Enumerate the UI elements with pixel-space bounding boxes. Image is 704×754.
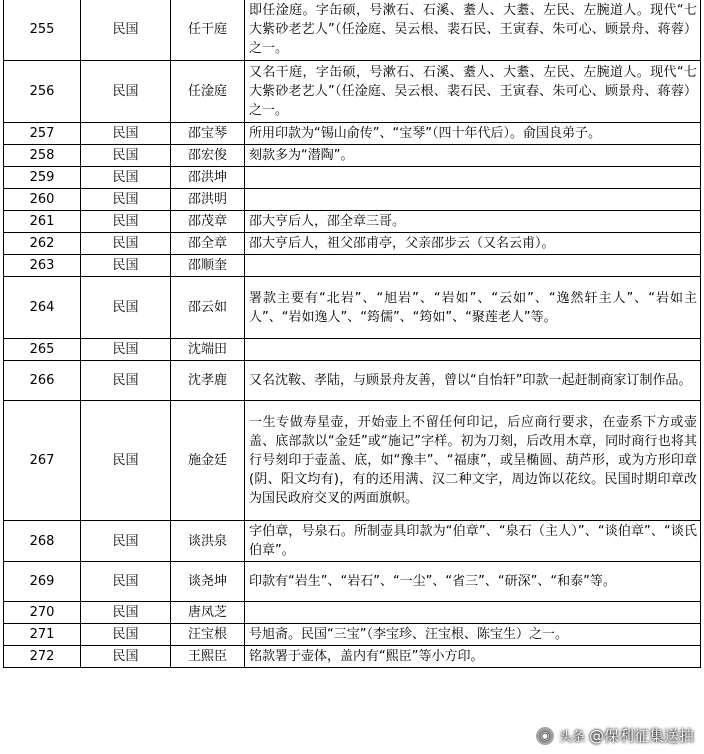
era-cell: 民国 <box>81 0 171 61</box>
note-cell <box>245 255 701 277</box>
table-row <box>4 145 701 167</box>
era-cell: 民国 <box>81 339 171 361</box>
row-number-cell: 264 <box>4 277 81 339</box>
era-cell: 民国 <box>81 521 171 562</box>
table-row <box>4 255 701 277</box>
row-number-cell: 270 <box>4 602 81 624</box>
artist-name-cell: 王熙臣 <box>171 646 245 668</box>
note-cell: 即任淦庭。字缶硕，号漱石、石溪、耋人、大耋、左民、左腕道人。现代“七大紫砂老艺人”（任淦庭、吴云根、裴石民、王寅春、朱可心、顾景舟、蒋蓉）之一。 <box>245 0 701 61</box>
note-cell: 邵大亨后人，祖父邵甫亭，父亲邵步云（又名云甫）。 <box>245 233 701 255</box>
note-cell: 邵大亨后人，邵全章三哥。 <box>245 211 701 233</box>
row-number-cell: 256 <box>4 61 81 123</box>
table-row <box>4 189 701 211</box>
row-number-cell: 262 <box>4 233 81 255</box>
era-cell: 民国 <box>81 602 171 624</box>
row-number-cell: 268 <box>4 521 81 562</box>
era-cell: 民国 <box>81 211 171 233</box>
row-number-cell: 259 <box>4 167 81 189</box>
table-row <box>4 211 701 233</box>
table-row <box>4 521 701 562</box>
artist-name-cell: 邵宏俊 <box>171 145 245 167</box>
artist-name-cell: 谈洪泉 <box>171 521 245 562</box>
note-cell <box>245 189 701 211</box>
era-cell: 民国 <box>81 61 171 123</box>
row-number-cell: 263 <box>4 255 81 277</box>
table-row <box>4 0 701 61</box>
table-row <box>4 624 701 646</box>
row-number-cell: 272 <box>4 646 81 668</box>
table-row <box>4 167 701 189</box>
artist-name-cell: 邵洪明 <box>171 189 245 211</box>
note-cell: 又名沈鞍、孝陆，与顾景舟友善，曾以“自怡轩”印款一起赶制商家订制作品。 <box>245 361 701 401</box>
note-cell <box>245 167 701 189</box>
artist-name-cell: 任淦庭 <box>171 61 245 123</box>
artist-name-cell: 唐凤芝 <box>171 602 245 624</box>
watermark <box>535 725 694 746</box>
artist-name-cell: 谈尧坤 <box>171 562 245 602</box>
artist-name-cell: 沈孝鹿 <box>171 361 245 401</box>
artist-name-cell: 沈端田 <box>171 339 245 361</box>
note-cell: 号旭斋。民国“三宝”（李宝珍、汪宝根、陈宝生）之一。 <box>245 624 701 646</box>
era-cell: 民国 <box>81 277 171 339</box>
era-cell: 民国 <box>81 562 171 602</box>
era-cell: 民国 <box>81 189 171 211</box>
table-row <box>4 339 701 361</box>
note-cell: 刻款多为“潜陶”。 <box>245 145 701 167</box>
row-number-cell: 267 <box>4 401 81 521</box>
table-row <box>4 123 701 145</box>
note-cell: 印款有“岩生”、“岩石”、“一尘”、“省三”、“研深”、“和泰”等。 <box>245 562 701 602</box>
table-row <box>4 61 701 123</box>
note-cell: 一生专做寿星壶，开始壶上不留任何印记，后应商行要求，在壶系下方或壶盖、底部款以“金廷”或“施记”字样。初为刀刻，后改用木章，同时商行也将其行号刻印于壶盖、底，如“豫丰”、“福康”，或呈椭圆、葫芦形，或为方形印章(阴、阳文均有)，有的还用满、汉二种文字，周边饰以花纹。民国时期印章改为国民政府交叉的两面旗帜。 <box>245 401 701 521</box>
row-number-cell: 258 <box>4 145 81 167</box>
artist-table <box>3 0 701 668</box>
note-cell: 所用印款为“锡山俞传”、“宝琴”（四十年代后）。俞国良弟子。 <box>245 123 701 145</box>
row-number-cell: 257 <box>4 123 81 145</box>
artist-name-cell: 施金廷 <box>171 401 245 521</box>
era-cell: 民国 <box>81 255 171 277</box>
table-row <box>4 277 701 339</box>
note-cell <box>245 339 701 361</box>
note-cell: 署款主要有“北岩”、“旭岩”、“岩如”、“云如”、“逸然轩主人”、“岩如主人”、“岩如逸人”、“筠儒”、“筠如”、“聚莲老人”等。 <box>245 277 701 339</box>
note-cell: 铭款署于壶体，盖内有“熙臣”等小方印。 <box>245 646 701 668</box>
artist-name-cell: 邵茂章 <box>171 211 245 233</box>
row-number-cell: 271 <box>4 624 81 646</box>
era-cell: 民国 <box>81 145 171 167</box>
era-cell: 民国 <box>81 646 171 668</box>
artist-name-cell: 邵云如 <box>171 277 245 339</box>
artist-name-cell: 邵宝琴 <box>171 123 245 145</box>
watermark-platform: 头条 <box>558 730 585 745</box>
watermark-account: @保利征集送拍 <box>588 727 694 745</box>
artist-name-cell: 汪宝根 <box>171 624 245 646</box>
era-cell: 民国 <box>81 401 171 521</box>
era-cell: 民国 <box>81 624 171 646</box>
table-row <box>4 602 701 624</box>
row-number-cell: 255 <box>4 0 81 61</box>
era-cell: 民国 <box>81 167 171 189</box>
row-number-cell: 265 <box>4 339 81 361</box>
artist-name-cell: 任干庭 <box>171 0 245 61</box>
table-row <box>4 562 701 602</box>
note-cell <box>245 602 701 624</box>
table-row <box>4 646 701 668</box>
artist-name-cell: 邵全章 <box>171 233 245 255</box>
table-row <box>4 233 701 255</box>
note-cell: 字伯章，号泉石。所制壶具印款为“伯章”、“泉石（主人）”、“谈伯章”、“谈氏伯章”。 <box>245 521 701 562</box>
era-cell: 民国 <box>81 361 171 401</box>
note-cell: 又名干庭，字缶硕，号漱石、石溪、耋人、大耋、左民、左腕道人。现代“七大紫砂老艺人”（任淦庭、吴云根、裴石民、王寅春、朱可心、顾景舟、蒋蓉）之一。 <box>245 61 701 123</box>
artist-name-cell: 邵顺奎 <box>171 255 245 277</box>
row-number-cell: 269 <box>4 562 81 602</box>
row-number-cell: 266 <box>4 361 81 401</box>
era-cell: 民国 <box>81 123 171 145</box>
artist-name-cell: 邵洪坤 <box>171 167 245 189</box>
table-row <box>4 401 701 521</box>
row-number-cell: 261 <box>4 211 81 233</box>
toutiao-icon: ◉ <box>535 726 555 746</box>
row-number-cell: 260 <box>4 189 81 211</box>
table-row <box>4 361 701 401</box>
era-cell: 民国 <box>81 233 171 255</box>
